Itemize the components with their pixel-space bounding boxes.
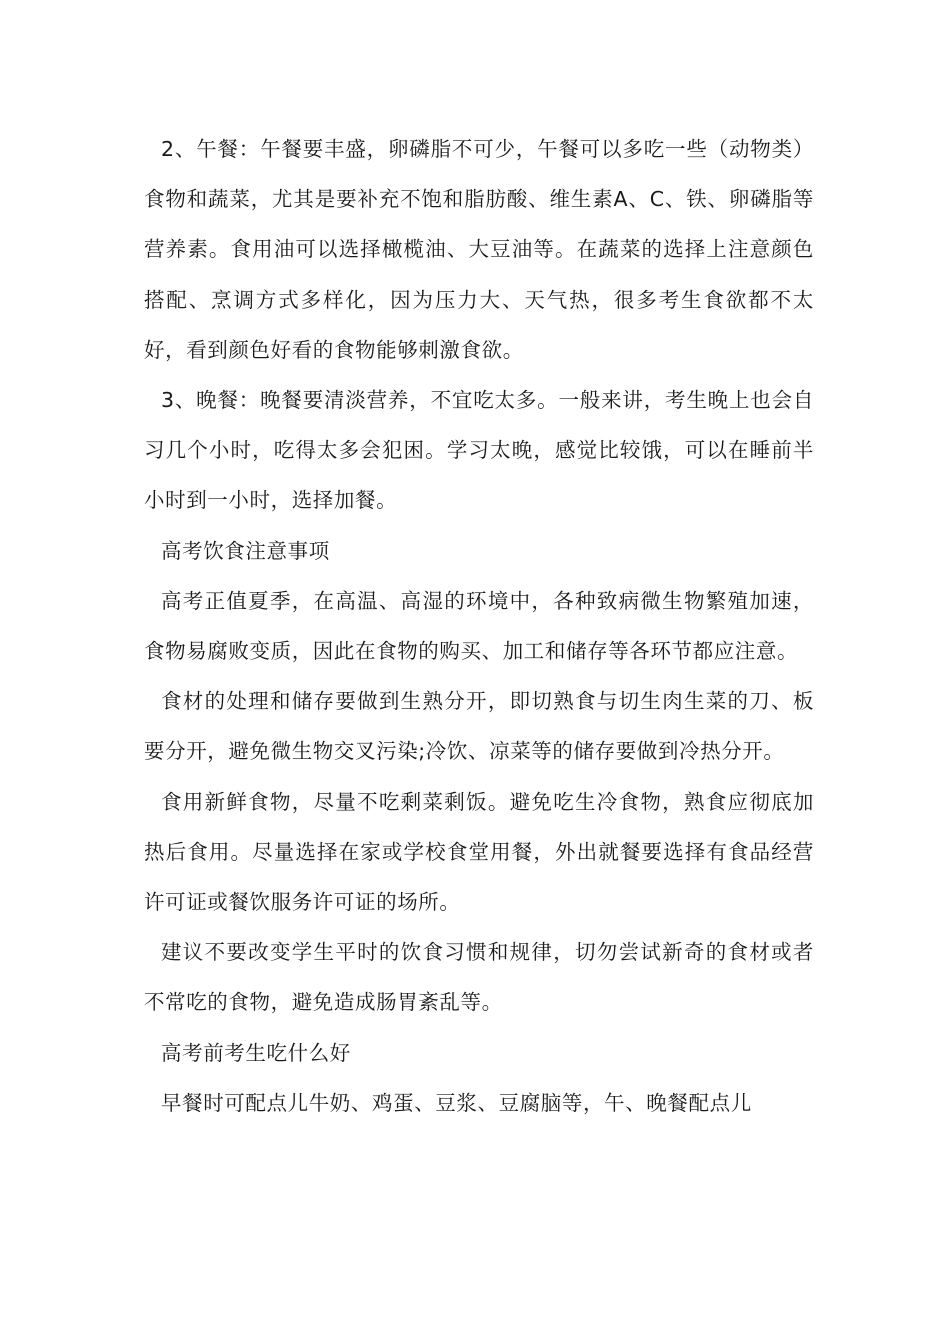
document-body bbox=[144, 124, 814, 1128]
paragraph-fresh-food: 食用新鲜食物，尽量不吃剩菜剩饭。避免吃生冷食物，熟食应彻底加热后食用。尽量选择在家或学校食堂用餐，外出就餐要选择有食品经营许可证或餐饮服务许可证的场所。 bbox=[144, 789, 814, 915]
paragraph-dinner: 3、晚餐：晚餐要清淡营养，不宜吃太多。一般来讲，考生晚上也会自习几个小时，吃得太多会犯困。学习太晚，感觉比较饿，可以在睡前半小时到一小时，选择加餐。 bbox=[144, 388, 814, 513]
heading-what-to-eat: 高考前考生吃什么好 bbox=[161, 1040, 351, 1065]
paragraph-keep-habits: 建议不要改变学生平时的饮食习惯和规律，切勿尝试新奇的食材或者不常吃的食物，避免造成肠胃紊乱等。 bbox=[144, 940, 814, 1015]
paragraph-raw-cooked-separation: 食材的处理和储存要做到生熟分开，即切熟食与切生肉生菜的刀、板要分开，避免微生物交叉污染;冷饮、凉菜等的储存要做到冷热分开。 bbox=[144, 689, 814, 764]
paragraph-lunch: 2、午餐：午餐要丰盛，卵磷脂不可少，午餐可以多吃一些（动物类）食物和蔬菜，尤其是要补充不饱和脂肪酸、维生素A、C、铁、卵磷脂等营养素。食用油可以选择橄榄油、大豆油等。在蔬菜的选择上注意颜色搭配、烹调方式多样化，因为压力大、天气热，很多考生食欲都不太好，看到颜色好看的食物能够刺激食欲。 bbox=[144, 137, 814, 362]
paragraph-summer-food-safety: 高考正值夏季，在高温、高湿的环境中，各种致病微生物繁殖加速，食物易腐败变质，因此在食物的购买、加工和储存等各环节都应注意。 bbox=[144, 588, 814, 664]
heading-diet-notes: 高考饮食注意事项 bbox=[161, 538, 330, 563]
paragraph-breakfast-suggestions: 早餐时可配点儿牛奶、鸡蛋、豆浆、豆腐脑等，午、晚餐配点儿 bbox=[161, 1090, 752, 1115]
